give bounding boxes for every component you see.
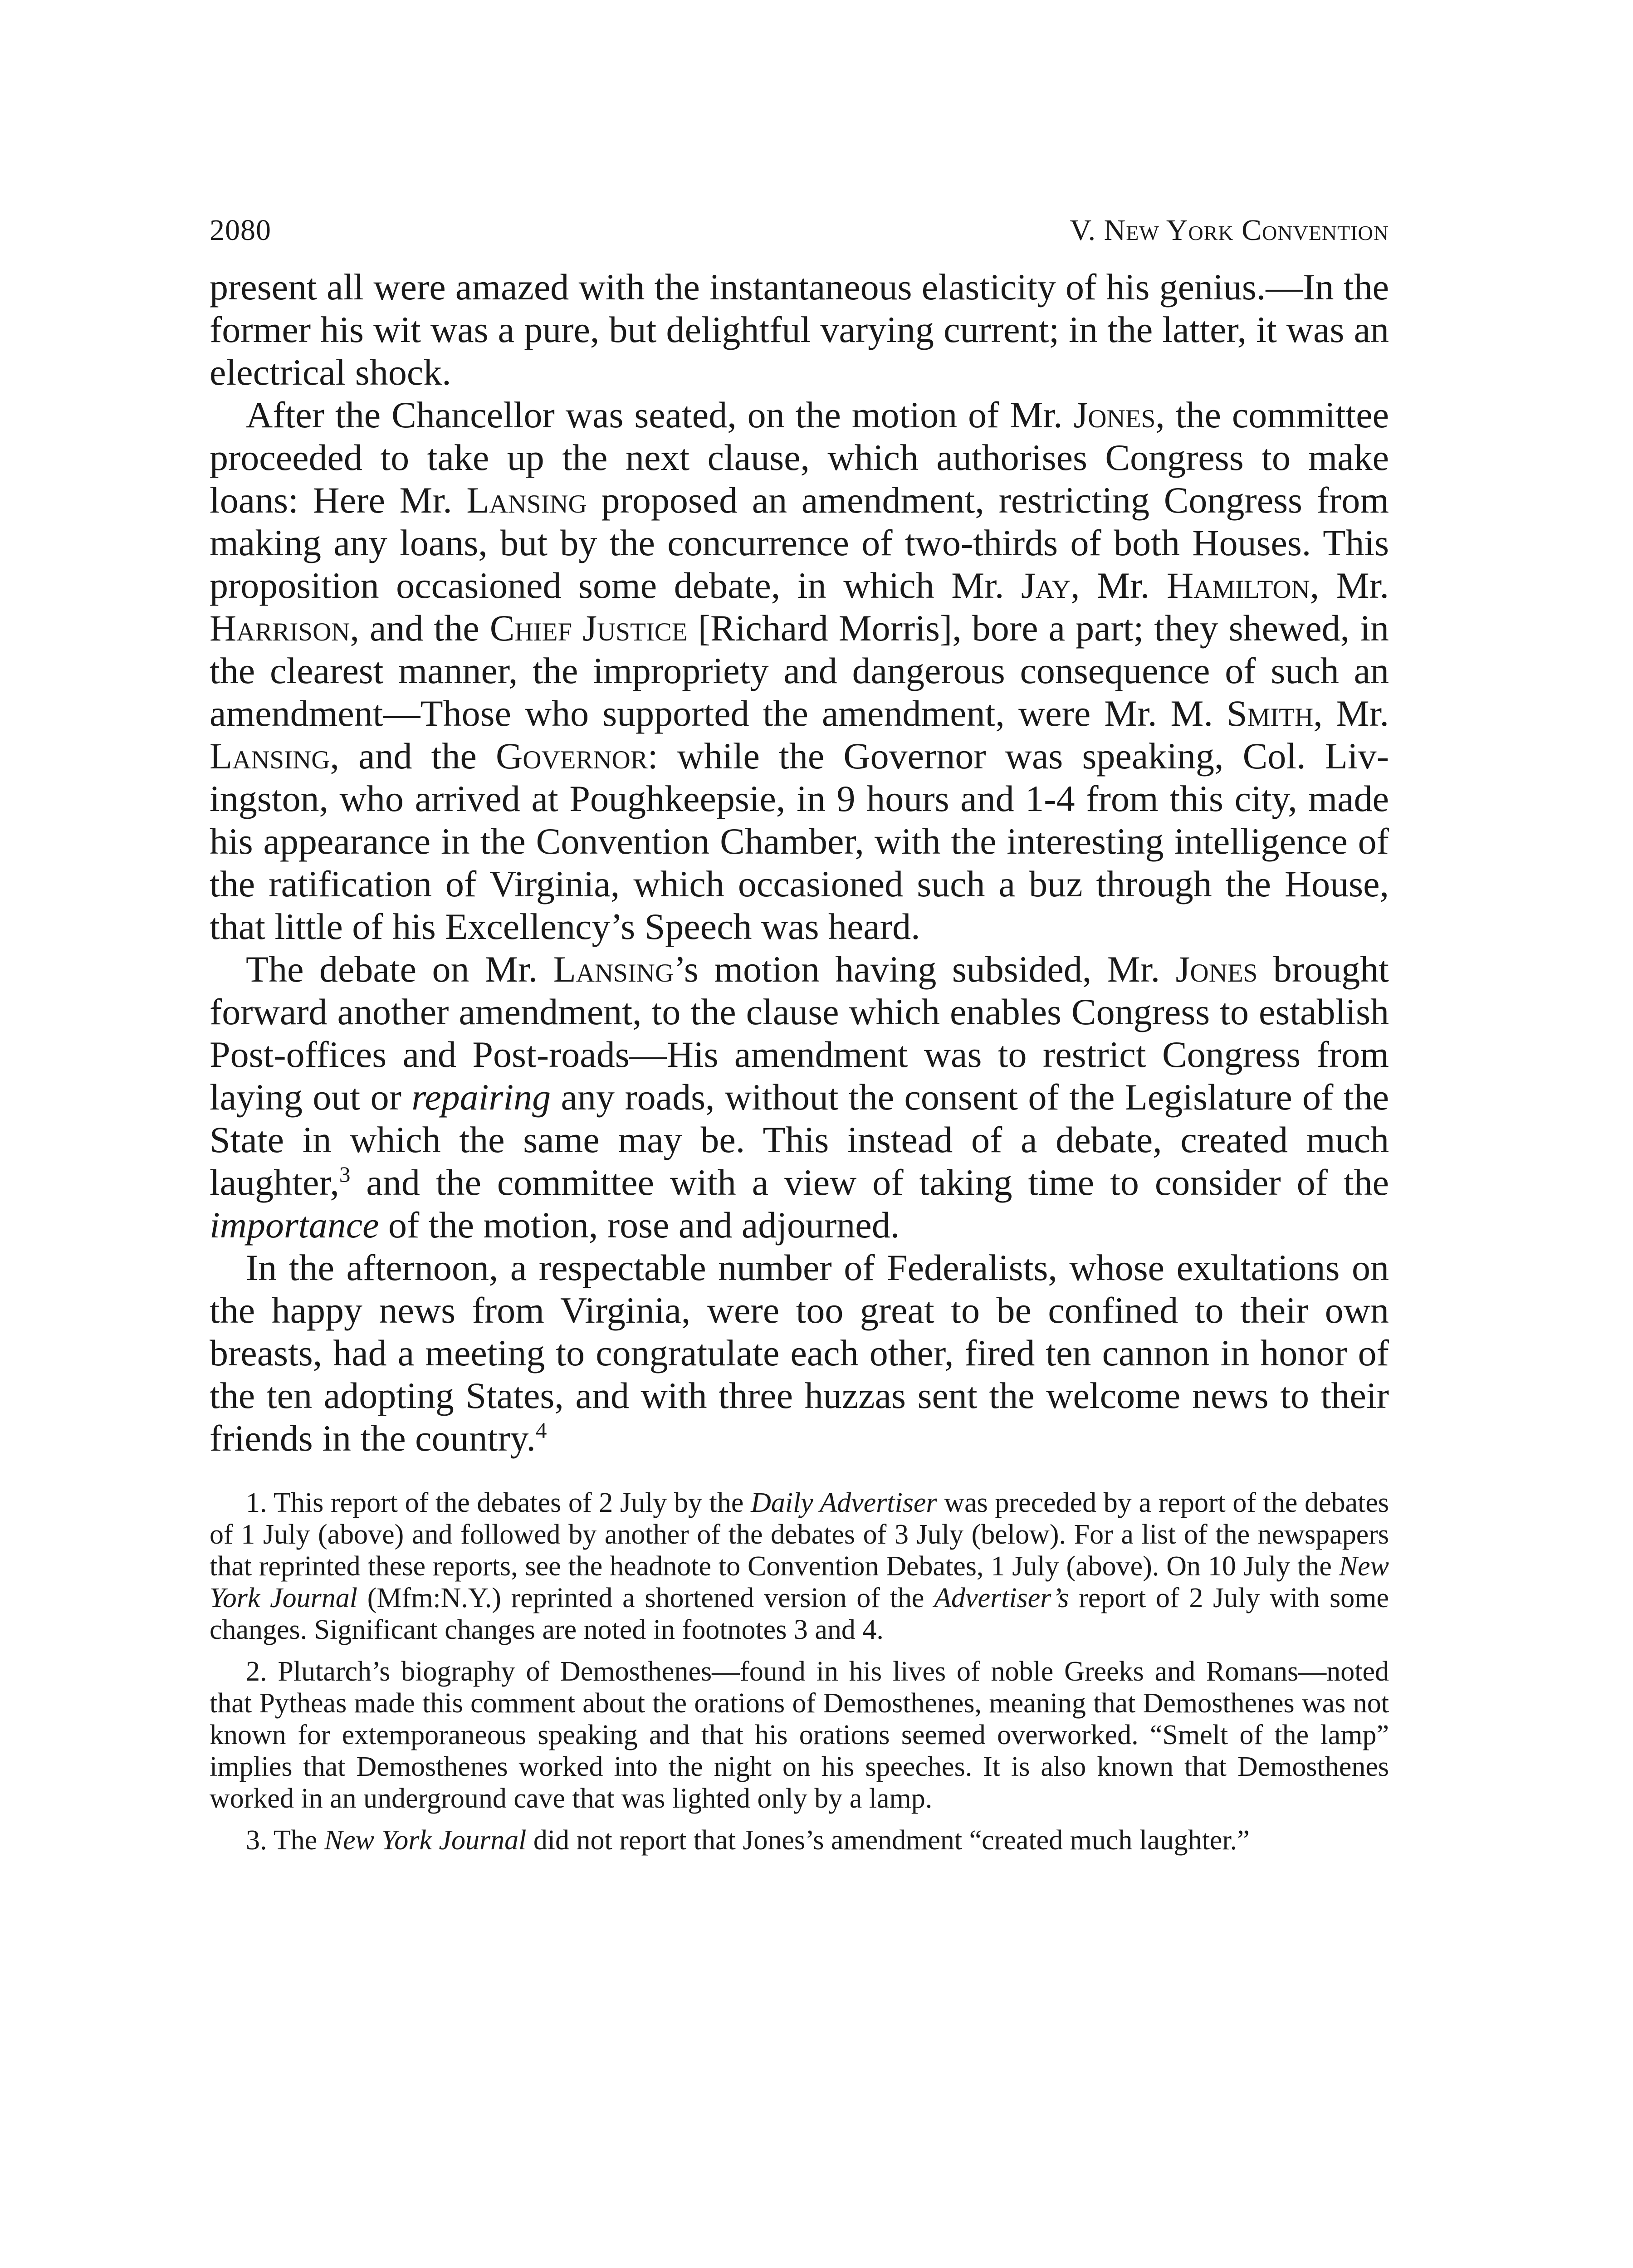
page-number: 2080: [210, 214, 271, 247]
text-run: was preceded by a report of the debates of 1 July (above) and followed by another of the debates of 3 July (below). For a list of the newspapers that reprinted these reports, see the headnote to Convention Debates, 1 July (above). On 10 July the: [210, 1487, 1389, 1582]
text-run: : while the Governor was speaking, Col. Livingston, who arrived at Poughkeepsie, in 9 hours and 1-4 from this city, made his appearance in the Convention Chamber, with the interesting intelligence of the ratification of Virginia, which occasioned such a buz through the House, that little of his Excellency’s Speech was heard.: [210, 735, 1389, 947]
name-lansing: Lansing: [553, 948, 674, 990]
footnotes: [210, 1487, 1389, 1856]
paragraph-1: [210, 266, 1389, 394]
paragraph-3: [210, 948, 1389, 1246]
title-new-york-journal: New York Journal: [324, 1825, 527, 1856]
title-new-york-journal: New York Journal: [210, 1551, 1389, 1613]
text-run: 3. The: [246, 1825, 324, 1856]
text-run: brought forward another amendment, to the clause which enables Congress to establish Post-offices and Post-roads—His amendment was to restrict Congress from laying out or: [210, 948, 1389, 1118]
section-title: V. New York Convention: [1070, 214, 1389, 247]
text-run: ’s motion having subsided, Mr.: [674, 948, 1176, 990]
running-head: [210, 213, 1389, 248]
text-run: , the committee proceeded to take up the next clause, which authorises Congress to make loans: Here Mr.: [210, 394, 1389, 521]
text-run: and the committee with a view of taking time to consider of the: [350, 1162, 1389, 1203]
text-run: [Richard Morris], bore a part; they shewed, in the clearest manner, the impropriety and dangerous consequence of such an amendment—Those who supported the amendment, were Mr. M.: [210, 607, 1389, 734]
paragraph-1-text: present all were amazed with the instantaneous elasticity of his genius.—In the former his wit was a pure, but delightful varying current; in the latter, it was an electrical shock.: [210, 266, 1389, 393]
name-lansing: Lansing: [466, 479, 587, 521]
name-lansing: Lansing: [210, 735, 330, 777]
title-daily-advertiser: Daily Advertiser: [751, 1487, 937, 1518]
emphasis-importance: importance: [210, 1204, 379, 1246]
name-jones: Jones: [1175, 948, 1258, 990]
text-run: of the motion, rose and adjourned.: [379, 1204, 900, 1246]
paragraph-4: [210, 1246, 1389, 1460]
text-run: , and the: [330, 735, 496, 777]
paragraph-2: [210, 394, 1389, 948]
footnote-ref-4[interactable]: 4: [535, 1418, 547, 1443]
emphasis-repairing: repairing: [411, 1076, 551, 1118]
text-run: 2. Plutarch’s biography of Demosthenes—found in his lives of noble Greeks and Romans—noted that Pytheas made this comment about the orations of Demosthenes, meaning that Demosthenes was not known for extemporaneous speaking and that his orations seemed overworked. “Smelt of the lamp” implies that Demosthenes worked into the night on his speeches. It is also known that Demosthenes worked in an underground cave that was lighted only by a lamp.: [210, 1656, 1389, 1814]
text-run: After the Chancellor was seated, on the motion of Mr.: [246, 394, 1074, 435]
name-hamilton: Hamilton: [1166, 565, 1310, 606]
name-jay: Jay: [1021, 565, 1071, 606]
body-text: [210, 266, 1389, 1460]
text-run: The debate on Mr.: [246, 948, 553, 990]
name-jones: Jones: [1073, 394, 1156, 435]
text-run: In the afternoon, a respectable number of Federalists, whose exultations on the happy news from Virginia, were too great to be confined to their own breasts, had a meeting to congratulate each other, fired ten cannon in honor of the ten adopting States, and with three huzzas sent the welcome news to their friends in the country.: [210, 1247, 1389, 1459]
text-run: did not report that Jones’s amendment “created much laughter.”: [526, 1825, 1250, 1856]
footnote-1: [210, 1487, 1389, 1646]
text-run: 1. This report of the debates of 2 July by the: [246, 1487, 751, 1518]
text-run: report of 2 July with some changes. Significant changes are noted in footnotes 3 and 4.: [210, 1583, 1389, 1645]
title-advertisers: Advertiser’s: [934, 1583, 1069, 1613]
footnote-3: [210, 1824, 1389, 1856]
text-run: any roads, without the consent of the Legislature of the State in which the same may be. This instead of a debate, created much laughter,: [210, 1076, 1389, 1203]
text-run: proposed an amendment, restricting Congress from making any loans, but by the concurrence of two-thirds of both Houses. This proposition occasioned some debate, in which Mr.: [210, 479, 1389, 606]
text-run: , and the: [350, 607, 490, 649]
name-chief-justice: Chief Justice: [489, 607, 688, 649]
text-run: , Mr.: [1071, 565, 1167, 606]
name-harrison: Harrison: [210, 607, 350, 649]
name-smith: Smith: [1227, 693, 1314, 734]
document-page: [210, 213, 1389, 1866]
footnote-ref-3[interactable]: 3: [339, 1162, 351, 1187]
footnote-2: [210, 1656, 1389, 1814]
text-run: , Mr.: [1313, 693, 1389, 734]
name-governor: Governor: [496, 735, 648, 777]
text-run: , Mr.: [1310, 565, 1389, 606]
text-run: (Mfm:N.Y.) reprinted a shortened version of the: [357, 1583, 934, 1613]
